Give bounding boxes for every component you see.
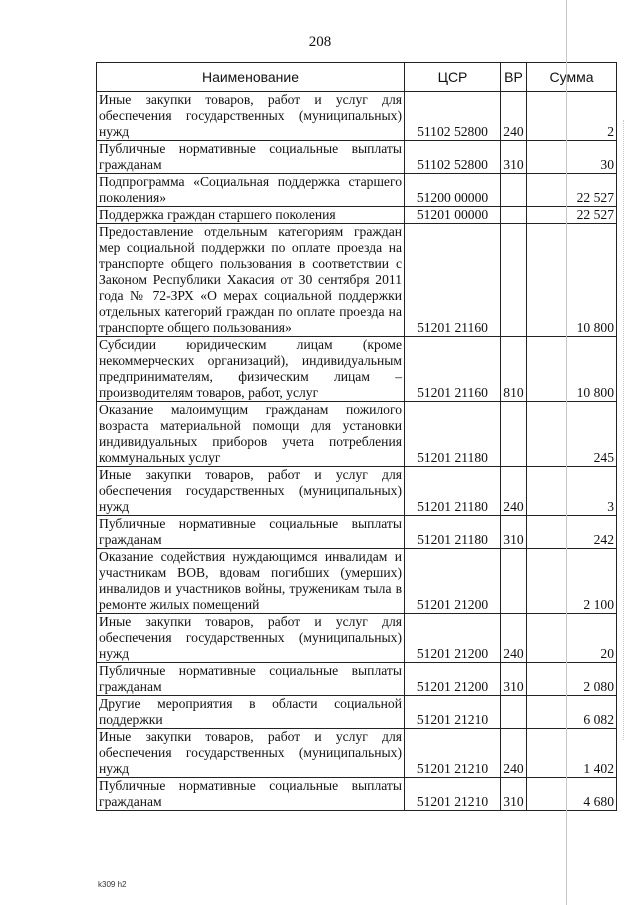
cell-vr bbox=[501, 174, 527, 207]
cell-sum: 20 bbox=[527, 614, 617, 663]
cell-vr: 310 bbox=[501, 141, 527, 174]
cell-sum: 22 527 bbox=[527, 207, 617, 224]
cell-vr: 310 bbox=[501, 778, 527, 811]
cell-sum: 30 bbox=[527, 141, 617, 174]
cell-sum: 22 527 bbox=[527, 174, 617, 207]
header-sum: Сумма bbox=[527, 63, 617, 92]
cell-csr: 51201 21210 bbox=[405, 696, 501, 729]
table-row bbox=[97, 467, 617, 516]
cell-csr: 51201 00000 bbox=[405, 207, 501, 224]
cell-csr: 51201 21180 bbox=[405, 402, 501, 467]
cell-csr: 51201 21200 bbox=[405, 663, 501, 696]
cell-sum: 2 080 bbox=[527, 663, 617, 696]
table-row bbox=[97, 92, 617, 141]
cell-sum: 245 bbox=[527, 402, 617, 467]
table-row bbox=[97, 614, 617, 663]
scan-artifact-line bbox=[566, 0, 567, 905]
cell-name: Публичные нормативные социальные выплаты гражданам bbox=[97, 663, 405, 696]
table-row bbox=[97, 337, 617, 402]
table-row bbox=[97, 696, 617, 729]
cell-csr: 51201 21180 bbox=[405, 467, 501, 516]
cell-name: Оказание содействия нуждающимся инвалидам и участникам ВОВ, вдовам погибших (умерших) инвалидов и участников войны, труженикам тыла в ремонте жилых помещений bbox=[97, 549, 405, 614]
page-number: 208 bbox=[308, 34, 332, 50]
cell-vr bbox=[501, 207, 527, 224]
cell-sum: 4 680 bbox=[527, 778, 617, 811]
table-header-row bbox=[97, 63, 617, 92]
cell-name: Иные закупки товаров, работ и услуг для обеспечения государственных (муниципальных) нужд bbox=[97, 614, 405, 663]
cell-sum: 2 100 bbox=[527, 549, 617, 614]
table-row bbox=[97, 141, 617, 174]
cell-vr: 240 bbox=[501, 467, 527, 516]
cell-sum: 3 bbox=[527, 467, 617, 516]
table-row bbox=[97, 549, 617, 614]
table-row bbox=[97, 224, 617, 337]
table-row bbox=[97, 778, 617, 811]
cell-sum: 10 800 bbox=[527, 337, 617, 402]
cell-vr bbox=[501, 549, 527, 614]
cell-vr: 310 bbox=[501, 663, 527, 696]
header-csr: ЦСР bbox=[405, 63, 501, 92]
cell-csr: 51102 52800 bbox=[405, 141, 501, 174]
cell-name: Публичные нормативные социальные выплаты гражданам bbox=[97, 516, 405, 549]
cell-csr: 51201 21210 bbox=[405, 729, 501, 778]
cell-name: Подпрограмма «Социальная поддержка старшего поколения» bbox=[97, 174, 405, 207]
cell-sum: 242 bbox=[527, 516, 617, 549]
header-name: Наименование bbox=[97, 63, 405, 92]
cell-vr: 240 bbox=[501, 92, 527, 141]
cell-csr: 51201 21180 bbox=[405, 516, 501, 549]
cell-vr bbox=[501, 402, 527, 467]
cell-csr: 51201 21160 bbox=[405, 337, 501, 402]
header-vr: ВР bbox=[501, 63, 527, 92]
cell-name: Другие мероприятия в области социальной поддержки bbox=[97, 696, 405, 729]
table-row bbox=[97, 663, 617, 696]
cell-vr: 240 bbox=[501, 614, 527, 663]
cell-name: Оказание малоимущим гражданам пожилого возраста материальной помощи для установки индивидуальных приборов учета потребления коммунальных услуг bbox=[97, 402, 405, 467]
footer-code: k309 h2 bbox=[98, 880, 127, 889]
scan-artifact-line bbox=[623, 120, 624, 740]
cell-csr: 51201 21200 bbox=[405, 614, 501, 663]
table-row bbox=[97, 516, 617, 549]
cell-csr: 51201 21200 bbox=[405, 549, 501, 614]
cell-name: Субсидии юридическим лицам (кроме некоммерческих организаций), индивидуальным предпринимателям, физическим лицам – производителям товаров, работ, услуг bbox=[97, 337, 405, 402]
cell-vr bbox=[501, 224, 527, 337]
table-row bbox=[97, 174, 617, 207]
cell-csr: 51201 21160 bbox=[405, 224, 501, 337]
cell-csr: 51200 00000 bbox=[405, 174, 501, 207]
cell-name: Предоставление отдельным категориям граждан мер социальной поддержки по оплате проезда на транспорте общего пользования в соответствии с Законом Республики Хакасия от 30 сентября 2011 года № 72-ЗРХ «О мерах социальной поддержки отдельных категорий граждан по оплате проезда на транспорте общего пользования» bbox=[97, 224, 405, 337]
cell-sum: 10 800 bbox=[527, 224, 617, 337]
table-row bbox=[97, 402, 617, 467]
cell-name: Поддержка граждан старшего поколения bbox=[97, 207, 405, 224]
cell-vr: 310 bbox=[501, 516, 527, 549]
cell-name: Иные закупки товаров, работ и услуг для обеспечения государственных (муниципальных) нужд bbox=[97, 92, 405, 141]
table-row bbox=[97, 729, 617, 778]
table-row bbox=[97, 207, 617, 224]
cell-vr: 240 bbox=[501, 729, 527, 778]
cell-name: Публичные нормативные социальные выплаты гражданам bbox=[97, 141, 405, 174]
cell-sum: 1 402 bbox=[527, 729, 617, 778]
cell-name: Иные закупки товаров, работ и услуг для обеспечения государственных (муниципальных) нужд bbox=[97, 729, 405, 778]
cell-vr: 810 bbox=[501, 337, 527, 402]
cell-csr: 51201 21210 bbox=[405, 778, 501, 811]
cell-name: Иные закупки товаров, работ и услуг для обеспечения государственных (муниципальных) нужд bbox=[97, 467, 405, 516]
cell-sum: 6 082 bbox=[527, 696, 617, 729]
cell-csr: 51102 52800 bbox=[405, 92, 501, 141]
budget-table bbox=[96, 62, 617, 811]
cell-vr bbox=[501, 696, 527, 729]
cell-sum: 2 bbox=[527, 92, 617, 141]
cell-name: Публичные нормативные социальные выплаты гражданам bbox=[97, 778, 405, 811]
